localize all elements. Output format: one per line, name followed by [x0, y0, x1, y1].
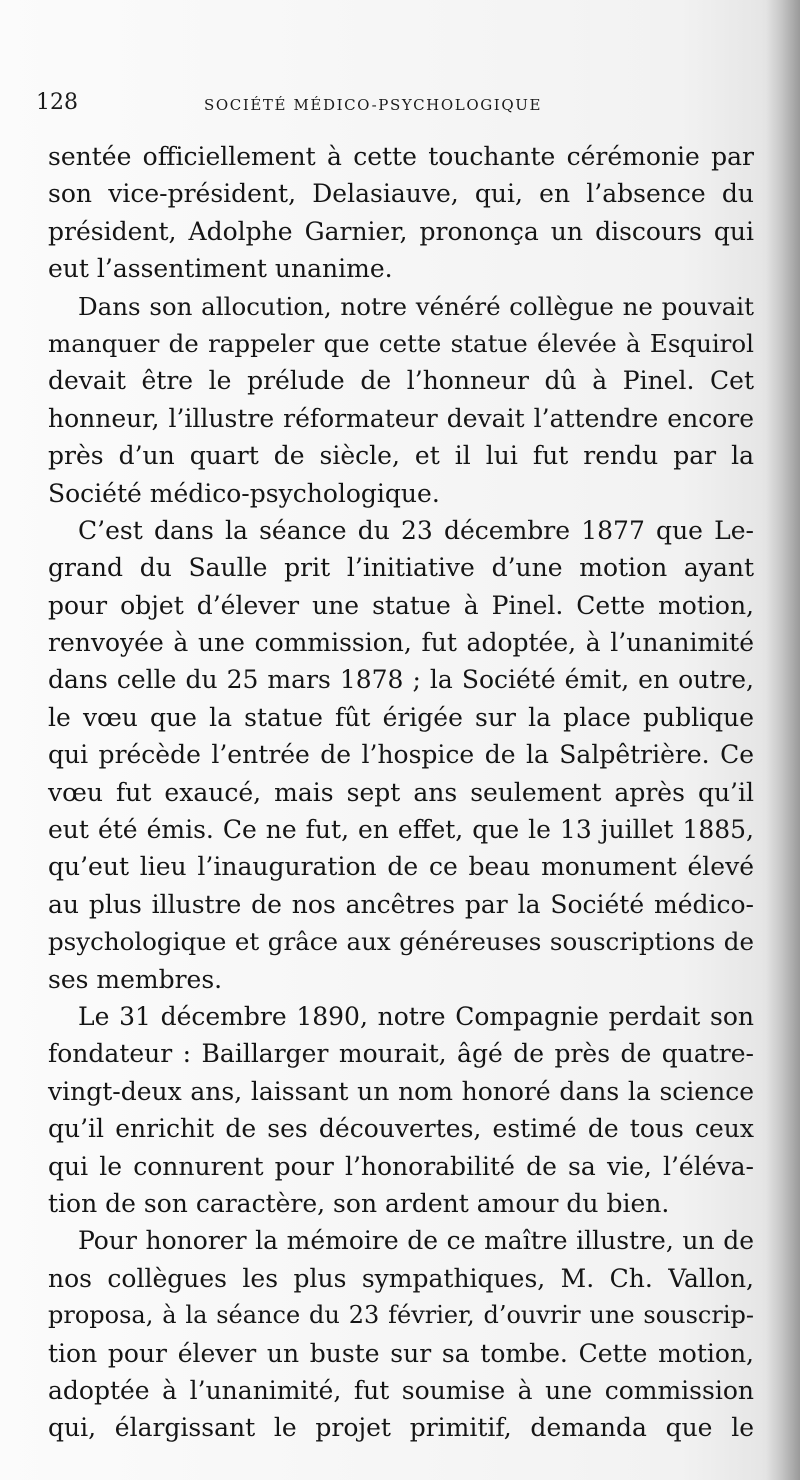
text-line: nos collègues les plus sympathiques, M. Ch. Vallon,	[48, 1263, 754, 1293]
text-line: près d’un quart de siècle, et il lui fut rendu par la	[48, 441, 754, 471]
text-line: président, Adolphe Garnier, prononça un discours qui	[48, 216, 754, 246]
text-line: qu’eut lieu l’inauguration de ce beau monument élevé	[48, 852, 754, 882]
text-line: fondateur : Baillarger mourait, âgé de près de quatre-	[48, 1039, 754, 1069]
text-line: le vœu que la statue fût érigée sur la place publique	[48, 702, 754, 732]
running-head: SOCIÉTÉ MÉDICO-PSYCHOLOGIQUE	[204, 96, 543, 114]
text-line: son vice-président, Delasiauve, qui, en l’absence du	[48, 179, 754, 209]
text-line: ses membres.	[48, 964, 223, 994]
text-line: Le 31 décembre 1890, notre Compagnie perdait son	[78, 1001, 754, 1031]
text-line: Pour honorer la mémoire de ce maître illustre, un de	[78, 1226, 754, 1256]
page-number: 128	[36, 90, 78, 115]
text-line: grand du Saulle prit l’initiative d’une motion ayant	[48, 553, 754, 583]
text-line: honneur, l’illustre réformateur devait l’attendre encore	[48, 403, 754, 433]
text-line: sentée officiellement à cette touchante cérémonie par	[48, 142, 754, 171]
text-line: eut l’assentiment unanime.	[48, 254, 393, 284]
text-line: dans celle du 25 mars 1878 ; la Société émit, en outre,	[48, 665, 754, 695]
text-line: C’est dans la séance du 23 décembre 1877 que Le-	[78, 515, 754, 545]
text-line: renvoyée à une commission, fut adoptée, à l’unanimité	[48, 628, 754, 658]
text-line: qu’il enrichit de ses découvertes, estimé de tous ceux	[48, 1114, 754, 1144]
text-line: tion de son caractère, son ardent amour du bien.	[48, 1188, 670, 1218]
text-line: tion pour élever un buste sur sa tombe. Cette motion,	[48, 1338, 754, 1368]
text-line: qui précède l’entrée de l’hospice de la Salpêtrière. Ce	[48, 740, 754, 770]
text-line: manquer de rappeler que cette statue élevée à Esquirol	[48, 328, 754, 358]
page-header	[36, 88, 754, 128]
text-line: adoptée à l’unanimité, fut soumise à une commission	[48, 1375, 754, 1405]
text-line: psychologique et grâce aux généreuses souscriptions de	[48, 927, 754, 957]
text-line: Dans son allocution, notre vénéré collègue ne pouvait	[78, 291, 754, 321]
text-line: vingt-deux ans, laissant un nom honoré dans la science	[48, 1076, 754, 1106]
text-line: qui le connurent pour l’honorabilité de sa vie, l’éléva-	[48, 1151, 754, 1181]
text-line: qui, élargissant le projet primitif, demanda que le	[48, 1413, 754, 1443]
text-line: au plus illustre de nos ancêtres par la Société médico-	[48, 889, 754, 919]
text-line: proposa, à la séance du 23 février, d’ouvrir une souscrip-	[48, 1301, 754, 1330]
text-line: devait être le prélude de l’honneur dû à Pinel. Cet	[48, 366, 754, 396]
binding-shadow	[766, 0, 800, 1480]
text-line: Société médico-psychologique.	[48, 478, 440, 508]
text-line: vœu fut exaucé, mais sept ans seulement après qu’il	[48, 777, 754, 807]
text-line: eut été émis. Ce ne fut, en effet, que le 13 juillet 1885,	[48, 815, 754, 845]
text-line: pour objet d’élever une statue à Pinel. Cette motion,	[48, 590, 754, 620]
body-text	[48, 138, 754, 1447]
